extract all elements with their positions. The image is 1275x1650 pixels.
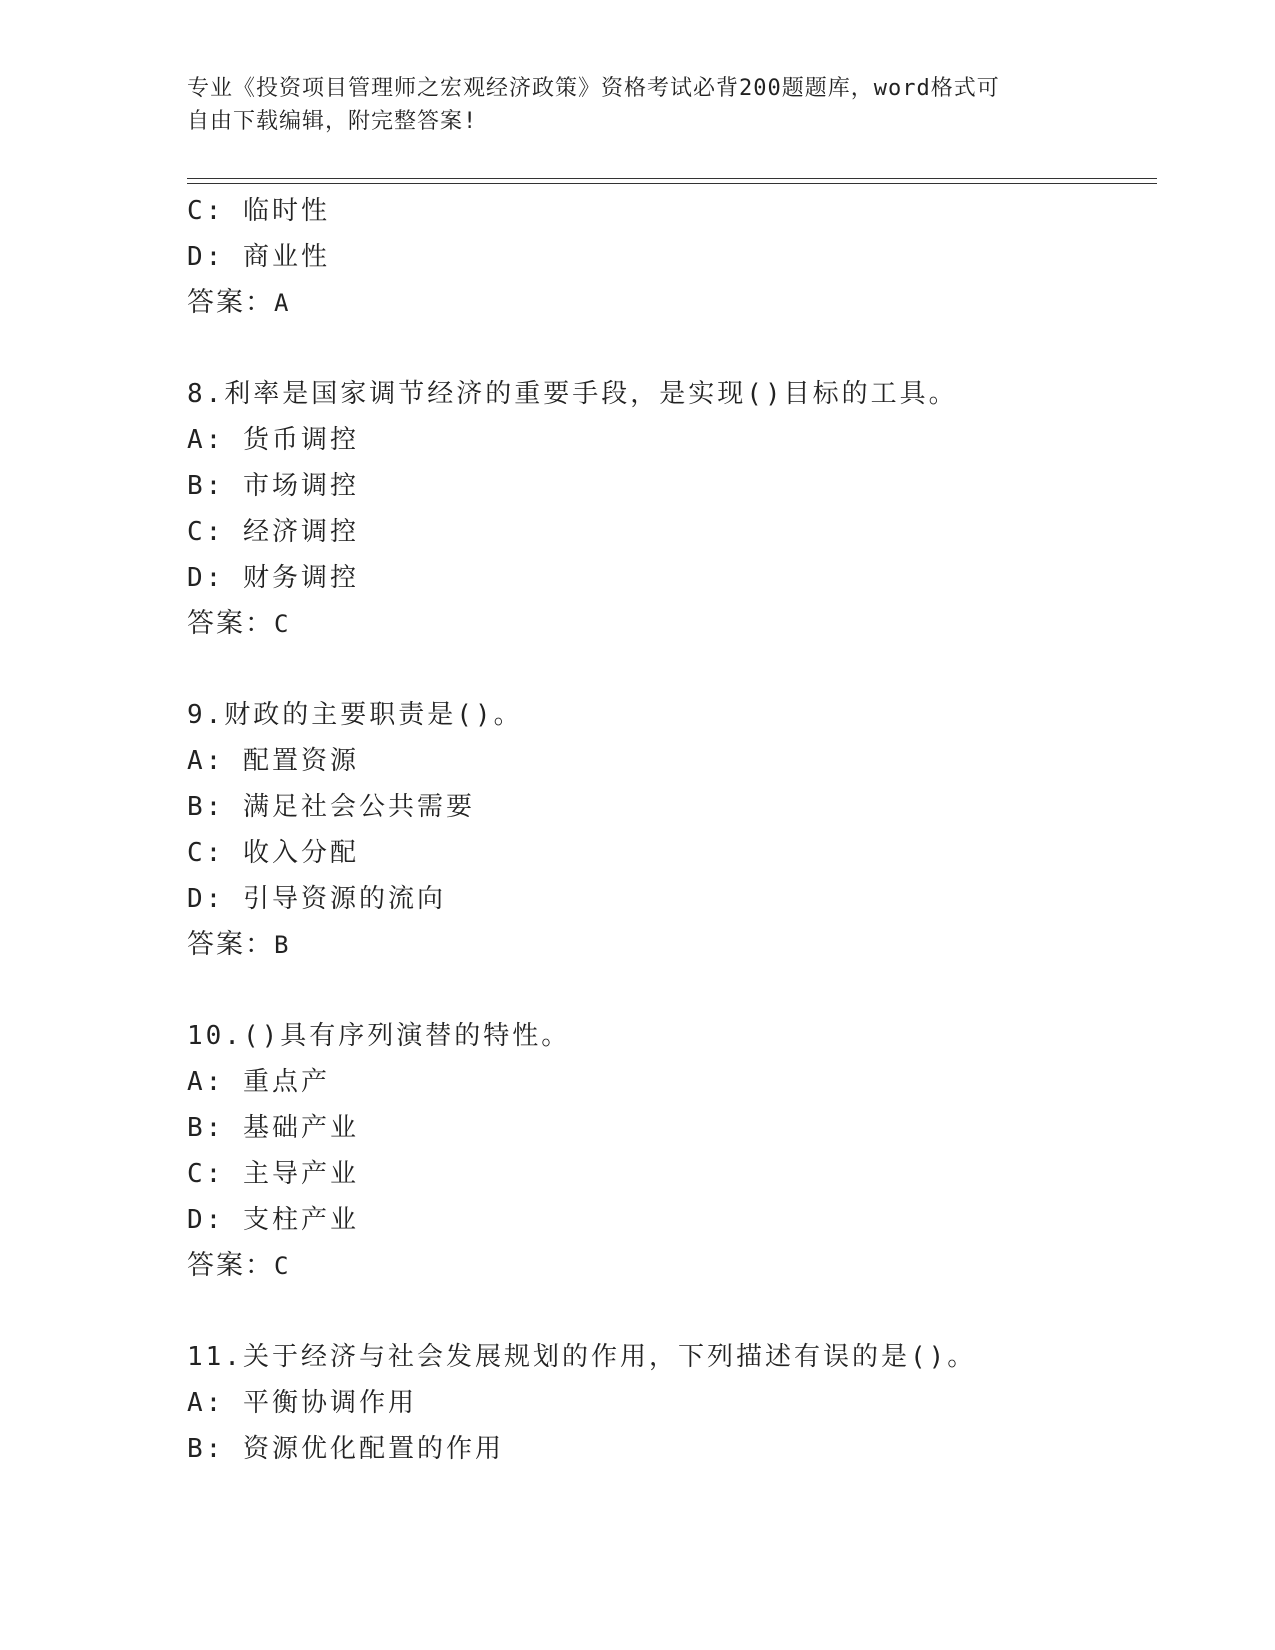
document-header — [187, 72, 1067, 138]
answer-line — [187, 1243, 1157, 1289]
option-b: B: 基础产业 — [187, 1113, 359, 1143]
answer-value: C — [274, 610, 291, 638]
answer-line — [187, 280, 1157, 326]
answer-line — [187, 601, 1157, 647]
question-8 — [187, 371, 1157, 647]
question-stem: 10.()具有序列演替的特性。 — [187, 1021, 571, 1051]
answer-value: C — [274, 1252, 291, 1280]
answer-label: 答案： — [187, 929, 274, 960]
header-line-1: 专业《投资项目管理师之宏观经济政策》资格考试必背200题题库，word格式可 — [187, 76, 1000, 101]
question-stem: 8.利率是国家调节经济的重要手段，是实现()目标的工具。 — [187, 379, 958, 409]
option-c: C: 收入分配 — [187, 838, 359, 868]
question-11 — [187, 1334, 1157, 1472]
question-10 — [187, 1013, 1157, 1289]
header-divider-top — [187, 178, 1157, 179]
question-9 — [187, 692, 1157, 968]
option-d: D: 引导资源的流向 — [187, 884, 446, 914]
question-stem: 9.财政的主要职责是()。 — [187, 700, 523, 730]
answer-label: 答案： — [187, 287, 274, 318]
option-a: A: 货币调控 — [187, 425, 359, 455]
question-list — [187, 188, 1157, 1472]
answer-value: A — [274, 289, 291, 317]
spacer — [187, 647, 1157, 692]
spacer — [187, 1289, 1157, 1334]
option-c: C: 临时性 — [187, 196, 330, 226]
answer-label: 答案： — [187, 1250, 274, 1281]
option-d: D: 财务调控 — [187, 563, 359, 593]
option-a: A: 配置资源 — [187, 746, 359, 776]
option-c: C: 主导产业 — [187, 1159, 359, 1189]
spacer — [187, 326, 1157, 371]
option-b: B: 满足社会公共需要 — [187, 792, 475, 822]
answer-label: 答案： — [187, 608, 274, 639]
answer-value: B — [274, 931, 291, 959]
question-7-tail — [187, 188, 1157, 326]
option-d: D: 支柱产业 — [187, 1205, 359, 1235]
header-divider-bottom — [187, 183, 1157, 184]
option-d: D: 商业性 — [187, 242, 330, 272]
answer-line — [187, 922, 1157, 968]
question-stem: 11.关于经济与社会发展规划的作用，下列描述有误的是()。 — [187, 1342, 977, 1372]
option-b: B: 市场调控 — [187, 471, 359, 501]
spacer — [187, 968, 1157, 1013]
option-a: A: 重点产 — [187, 1067, 330, 1097]
header-line-2: 自由下载编辑，附完整答案! — [187, 109, 478, 134]
option-c: C: 经济调控 — [187, 517, 359, 547]
option-b: B: 资源优化配置的作用 — [187, 1434, 504, 1464]
option-a: A: 平衡协调作用 — [187, 1388, 417, 1418]
